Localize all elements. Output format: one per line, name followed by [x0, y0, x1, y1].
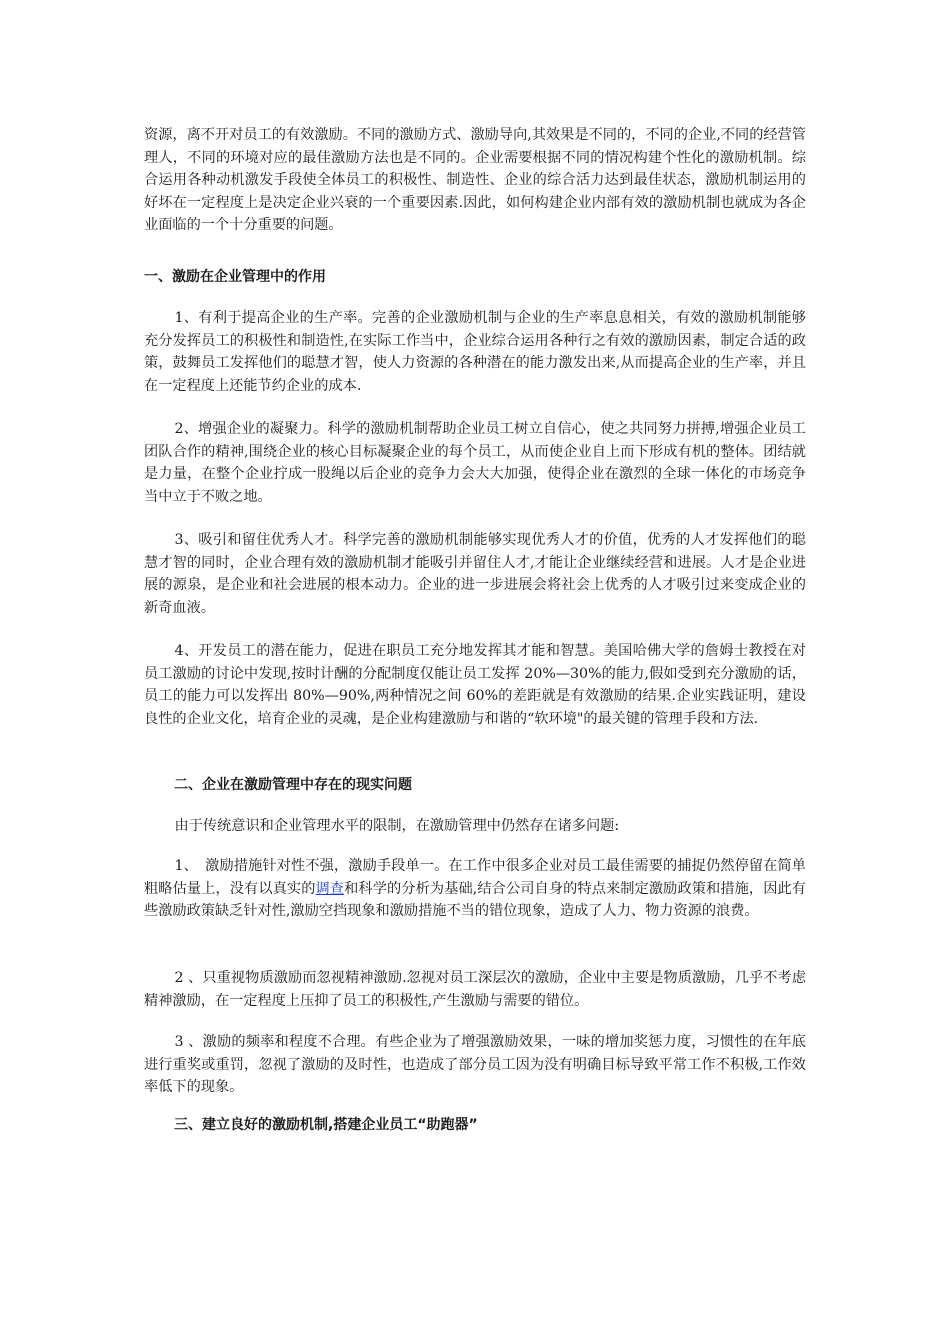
- section-2-lead: [144, 815, 806, 838]
- paragraph-text: 4、开发员工的潜在能力，促进在职员工充分地发挥其才能和智慧。美国哈佛大学的詹姆士教授在对员工激励的讨论中发现,按时计酬的分配制度仅能让员工发挥 20%—30%的能力,假如受到充分激励的话，员工的能力可以发挥出 80%—90%,两种情况之间 60%的差距就是有效激励的结果.企业实践证明，建设良性的企业文化，培育企业的灵魂，是企业构建激励与和谐的“软环境"的最关键的管理手段和方法.: [144, 643, 806, 727]
- section-2-paragraph-2: [144, 967, 806, 1012]
- intro-paragraph: [144, 124, 806, 237]
- section-1-paragraph-4: [144, 640, 806, 730]
- section-1-paragraph-3: [144, 529, 806, 619]
- section-3-heading: 三、建立良好的激励机制,搭建企业员工“助跑器”: [174, 1117, 478, 1133]
- section-1-paragraph-2: [144, 418, 806, 508]
- paragraph-text: 由于传统意识和企业管理水平的限制，在激励管理中仍然存在诸多问题:: [174, 818, 620, 834]
- section-2-paragraph-1: [144, 855, 806, 923]
- paragraph-text-part: 和科学的分析为基础,结合公司自身的特点来制定激励政策和措施，因此有些激励政策缺乏针对性,激励空挡现象和激励措施不当的错位现象，造成了人力、物力资源的浪费。: [144, 880, 806, 920]
- paragraph-text: 3、吸引和留住优秀人才。科学完善的激励机制能够实现优秀人才的价值，优秀的人才发挥他们的聪慧才智的同时，企业合理有效的激励机制才能吸引并留住人才,才能让企业继续经营和进展。人才是企业进展的源泉，是企业和社会进展的根本动力。企业的进一步进展会将社会上优秀的人才吸引过来变成企业的新奇血液。: [144, 532, 806, 616]
- section-1-heading: 一、激励在企业管理中的作用: [144, 269, 326, 285]
- intro-text: 资源，离不开对员工的有效激励。不同的激励方式、激励导向,其效果是不同的，不同的企业,不同的经营管理人，不同的环境对应的最佳激励方法也是不同的。企业需要根据不同的情况构建个性化的激励机制。综合运用各种动机激发手段使全体员工的积极性、制造性、企业的综合活力达到最佳状态，激励机制运用的好坏在一定程度上是决定企业兴衰的一个重要因素.因此，如何构建企业内部有效的激励机制也就成为各企业面临的一个十分重要的问题。: [144, 127, 806, 234]
- survey-link[interactable]: 调查: [315, 880, 345, 897]
- section-1-paragraph-1: [144, 307, 806, 397]
- section-2-paragraph-3: [144, 1031, 806, 1099]
- paragraph-text: 2 、只重视物质激励而忽视精神激励.忽视对员工深层次的激励，企业中主要是物质激励，几乎不考虑精神激励，在一定程度上压抑了员工的积极性,产生激励与需要的错位。: [144, 970, 806, 1009]
- paragraph-text: [144, 855, 806, 923]
- paragraph-text: 2、增强企业的凝聚力。科学的激励机制帮助企业员工树立自信心，使之共同努力拼搏,增强企业员工团队合作的精神,围绕企业的核心目标凝聚企业的每个员工，从而使企业自上而下形成有机的整体。团结就是力量，在整个企业拧成一股绳以后企业的竞争力会大大加强，使得企业在激烈的全球一体化的市场竞争当中立于不败之地。: [144, 421, 806, 505]
- section-2-heading: 二、企业在激励管理中存在的现实问题: [174, 777, 412, 793]
- paragraph-text: 3 、激励的频率和程度不合理。有些企业为了增强激励效果，一味的增加奖惩力度，习惯性的在年底进行重奖或重罚，忽视了激励的及时性，也造成了部分员工因为没有明确目标导致平常工作不积极,工作效率低下的现象。: [144, 1034, 806, 1096]
- paragraph-text: 1、有利于提高企业的生产率。完善的企业激励机制与企业的生产率息息相关，有效的激励机制能够充分发挥员工的积极性和制造性,在实际工作当中，企业综合运用各种行之有效的激励因素，制定合适的政策，鼓舞员工发挥他们的聪慧才智，使人力资源的各种潜在的能力激发出来,从而提高企业的生产率，并且在一定程度上还能节约企业的成本.: [144, 310, 806, 394]
- paragraph-text-part: 1、 激励措施针对性不强，激励手段单一。在工作中很多企业对员工最佳需要的捕捉仍然停留在简单粗略估量上，没有以真实的: [144, 858, 806, 897]
